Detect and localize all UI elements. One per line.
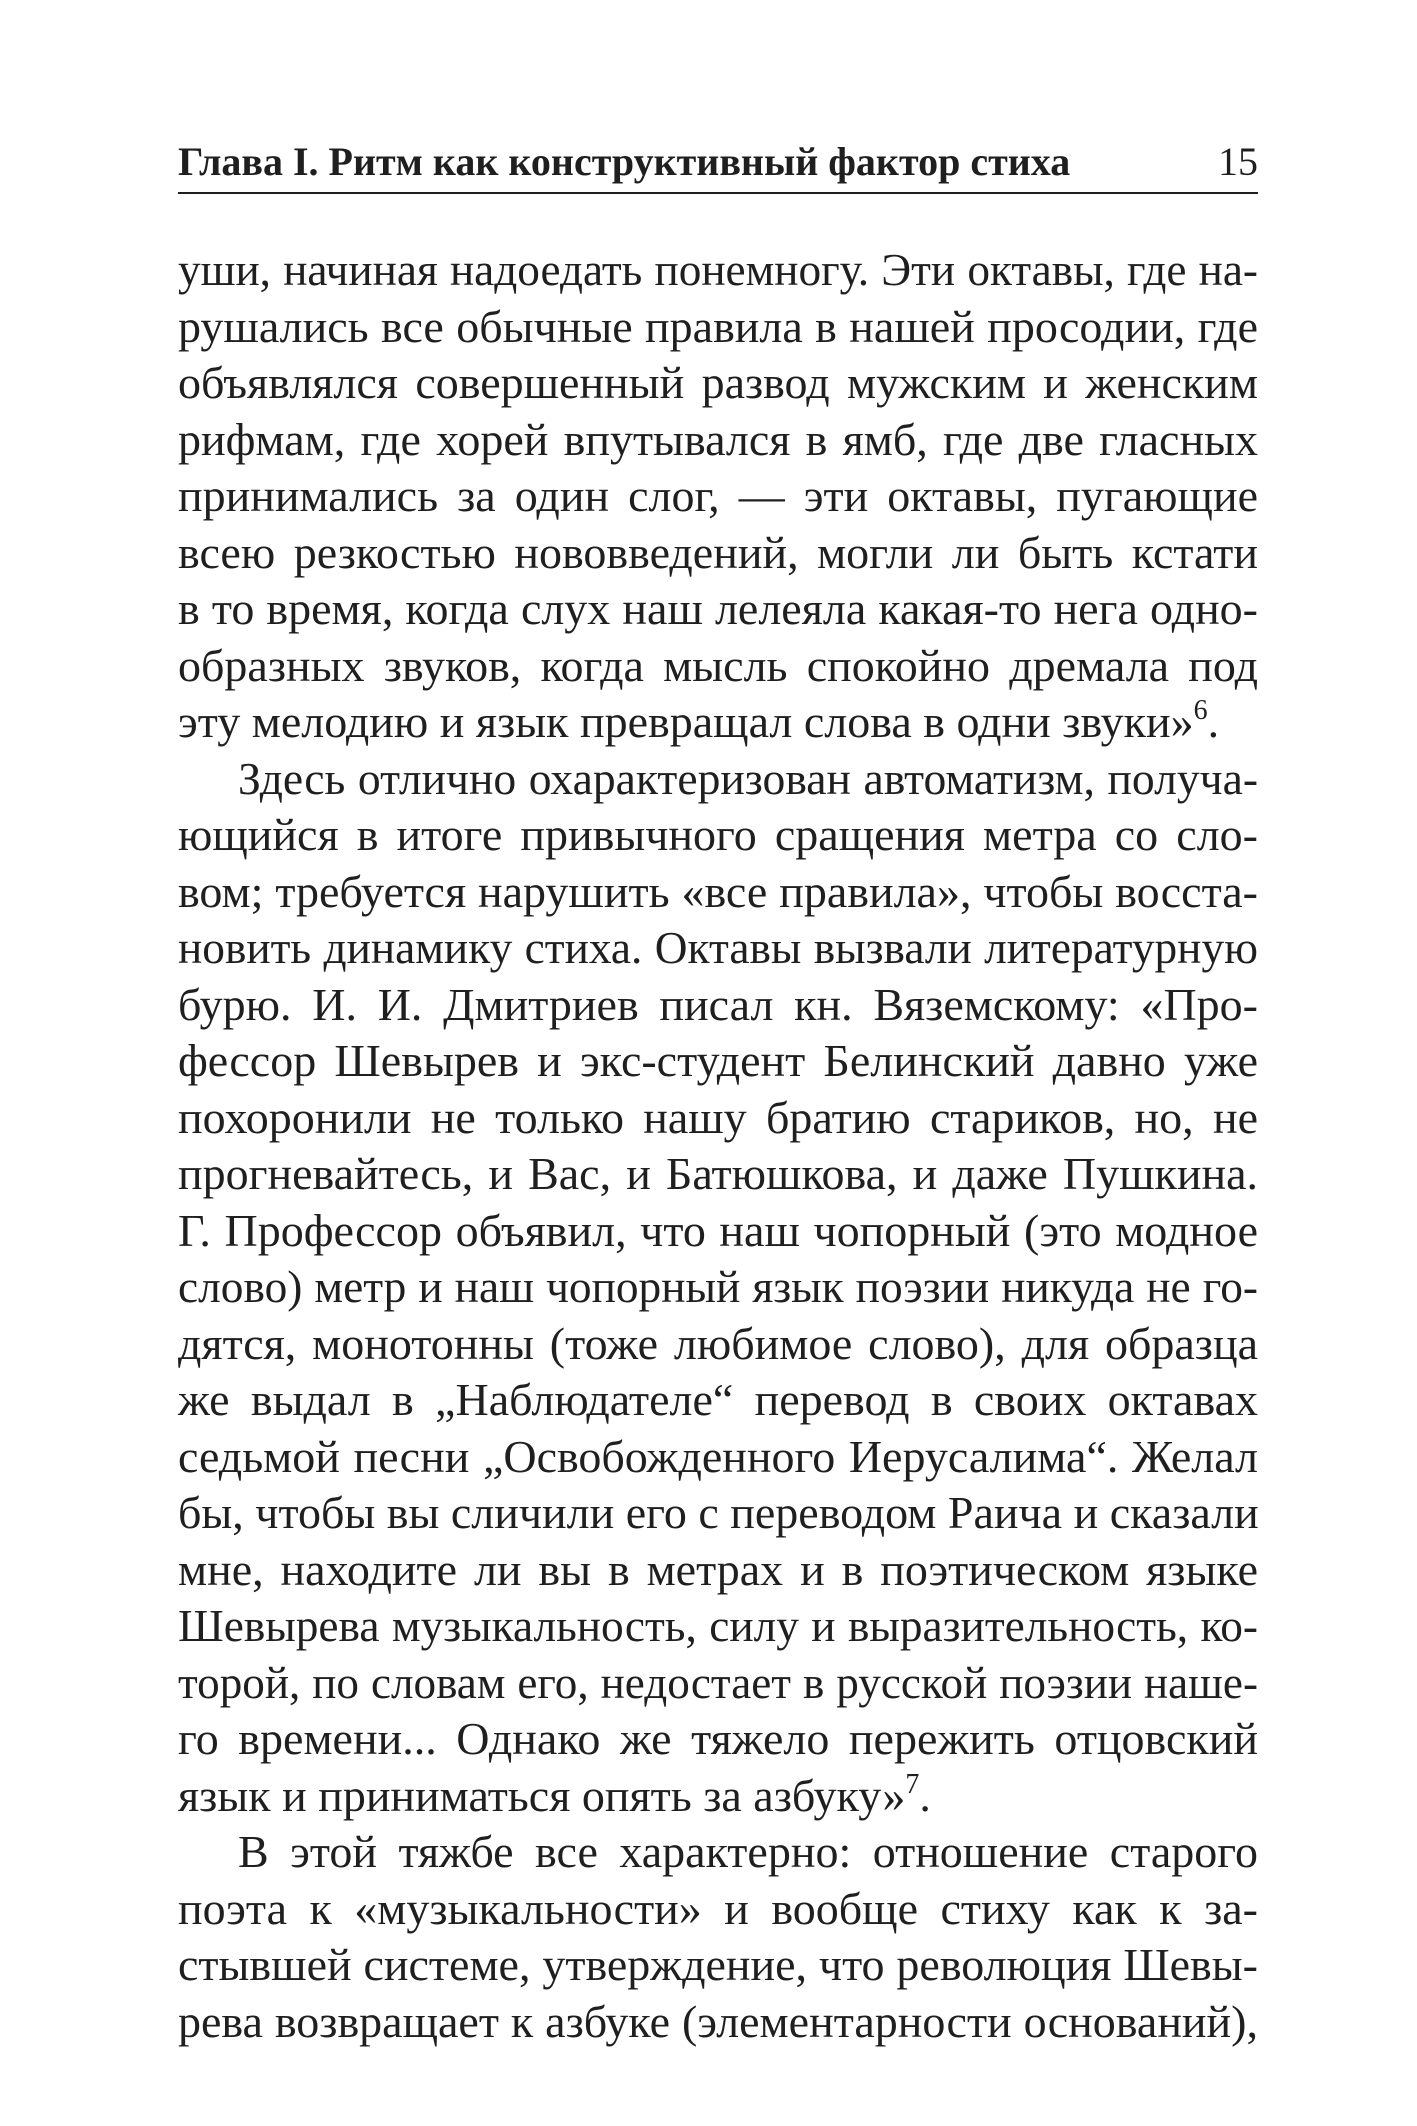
footnote-marker[interactable]: 7 (905, 1768, 920, 1800)
text-line: в то время, когда слух наш лелеяла какая-то нега одно- (178, 583, 1258, 634)
text-line: вом; требуется нарушить «все правила», чтобы восста- (178, 865, 1258, 917)
chapter-title: Глава I. Ритм как конструктивный фактор стиха (178, 139, 1071, 184)
sentence-end: . (919, 1769, 931, 1821)
text-line: Шевырева музыкальность, силу и выразительность, ко- (178, 1601, 1258, 1651)
paragraph-1 (178, 242, 1258, 751)
text-line: ющийся в итоге привычного сращения метра со сло- (178, 809, 1258, 860)
text-line: же выдал в „Наблюдателе“ перевод в своих октавах (178, 1374, 1258, 1425)
paragraph-3 (178, 1824, 1258, 2050)
footnote-marker[interactable]: 6 (1193, 695, 1208, 726)
text-line: слово) метр и наш чопорный язык поэзии никуда не го- (178, 1262, 1258, 1312)
book-page (178, 140, 1258, 2050)
sentence-end: . (1207, 696, 1220, 747)
text-line: бурю. И. И. Дмитриев писал кн. Вяземскому: «Про- (178, 978, 1258, 1030)
text-line: торой, по словам его, недостает в русской поэзии наше- (178, 1657, 1258, 1708)
text-line-content: эту мелодию и язык превращал слова в одни звуки» (178, 696, 1194, 747)
text-line: поэта к «музыкальности» и вообще стиху как к за- (178, 1882, 1258, 1934)
text-line: В этой тяжбе все характерно: отношение старого (238, 1826, 1258, 1877)
text-line: новить динамику стиха. Октавы вызвали литературную (178, 923, 1258, 973)
page-number: 15 (1218, 139, 1258, 184)
paragraph-2 (178, 751, 1258, 1825)
text-line: бы, чтобы вы сличили его с переводом Раича и сказали (178, 1487, 1259, 1538)
text-line: фессор Шевырев и экс-студент Белинский давно уже (178, 1035, 1258, 1086)
text-line: похоронили не только нашу братию стариков, но, не (178, 1091, 1258, 1143)
text-line: прогневайтесь, и Вас, и Батюшкова, и даже Пушкина. (178, 1148, 1258, 1199)
running-header (178, 140, 1258, 194)
text-line: рушались все обычные правила в нашей просодии, где (178, 300, 1258, 352)
text-line: стывшей системе, утверждение, что революция Шевы- (178, 1939, 1258, 1990)
text-line-last (178, 1768, 1258, 1825)
text-line: всею резкостью нововведений, могли ли быть кстати (178, 526, 1258, 578)
text-line: Г. Профессор объявил, что наш чопорный (это модное (178, 1204, 1258, 1256)
text-line: мне, находите ли вы в метрах и в поэтическом языке (178, 1543, 1258, 1595)
text-line: принимались за один слог, — эти октавы, пугающие (178, 470, 1258, 521)
text-line: рифмам, где хорей впутывался в ямб, где две гласных (178, 413, 1258, 465)
body-text (178, 242, 1258, 2050)
text-line: седьмой песни „Освобожденного Иерусалима“. Желал (178, 1430, 1258, 1482)
text-line: объявлялся совершенный развод мужским и женским (178, 357, 1258, 408)
text-line: го времени... Однако же тяжело пережить отцовский (178, 1713, 1258, 1764)
text-line: уши, начиная надоедать понемногу. Эти октавы, где на- (178, 245, 1258, 295)
text-line: Здесь отлично охарактеризован автоматизм, получа- (238, 752, 1258, 804)
text-line: дятся, монотонны (тоже любимое слово), для образца (178, 1317, 1258, 1369)
text-line-content: язык и приниматься опять за азбуку» (178, 1769, 906, 1821)
text-line-last (178, 694, 1258, 751)
text-line: образных звуков, когда мысль спокойно дремала под (178, 639, 1258, 691)
text-line: рева возвращает к азбуке (элементарности оснований), (178, 1995, 1258, 2047)
